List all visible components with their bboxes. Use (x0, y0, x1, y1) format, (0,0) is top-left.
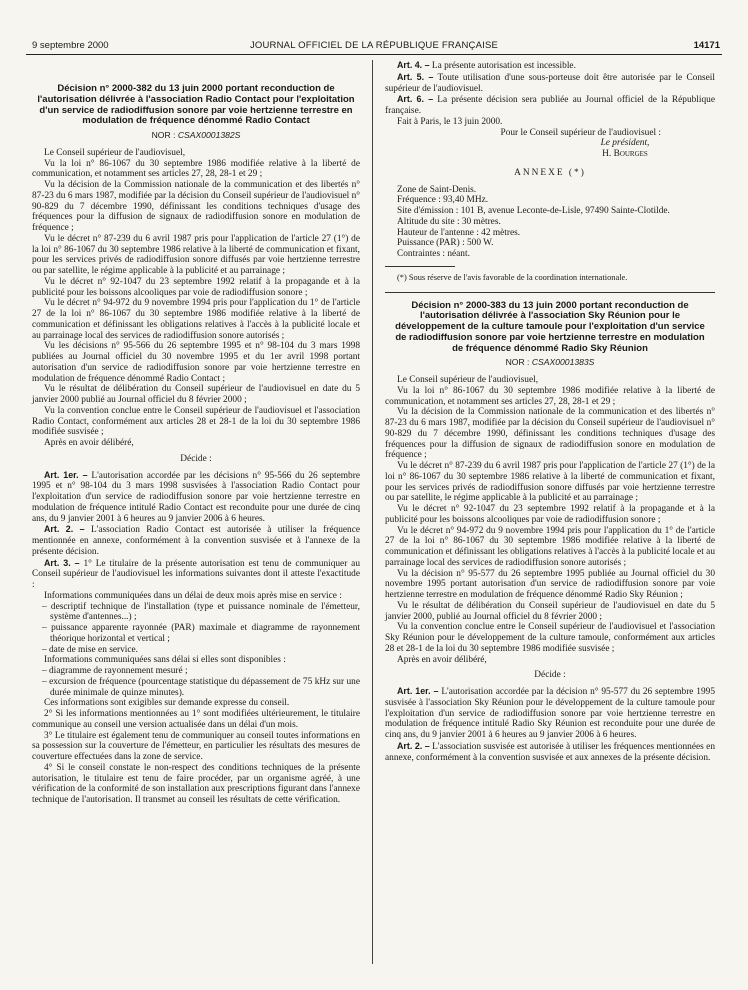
paragraph: Informations communiquées sans délai si elles sont disponibles : (44, 655, 286, 666)
nor-label: NOR : (505, 357, 530, 368)
page-header (26, 40, 722, 55)
paragraph: Vu le décret n° 92-1047 du 23 septembre 1992 relatif à la propagande et à la publicité pour les boissons alcooliques par voie de radiodiffusion sonore ; (32, 276, 360, 298)
annexe-title: ANNEXE (*) (514, 167, 586, 178)
decision-1-title: Décision n° 2000-382 du 13 juin 2000 portant reconduction de l'autorisation délivrée à l'association Radio Contact pour l'exploitation d'un service de radiodiffusion sonore par voie hertzienne terrestre en modulation de fréquence dénommé Radio Contact (37, 83, 355, 127)
paragraph: Le Conseil supérieur de l'audiovisuel, (397, 375, 539, 386)
article-text: La présente décision sera publiée au Journal officiel de la République française. (385, 95, 715, 116)
article-text: L'autorisation accordée par les décisions n° 95-566 du 26 septembre 1995 et n° 98-104 du 3 mars 1998 susvisées à l'association Radio Contact pour l'exploitation d'un service de radiodiffusion sonore par voie hertzienne terrestre en modulation de fréquence intitulé Radio Contact est reconduite pour une durée de cinq ans, du 9 janvier 2001 à 6 heures au 9 janvier 2006 à 6 heures. (32, 470, 360, 524)
annexe-line: Hauteur de l'antenne : 42 mètres. (397, 227, 521, 238)
done-at: Fait à Paris, le 13 juin 2000. (397, 116, 503, 127)
article-2 (32, 524, 360, 557)
paragraph: Vu le décret n° 87-239 du 6 avril 1987 pris pour l'application de l'article 27 (1°) de la loi n° 86-1067 du 30 septembre 1986 relative à la liberté de communication et fixant, pour les services privés de radiodiffusion sonore diffusés par voie hertzienne terrestre ou par satellite, le régime applicable à la publicité et au parrainage ; (385, 461, 715, 504)
paragraph: Vu la loi n° 86-1067 du 30 septembre 1986 modifiée relative à la liberté de communication, et notamment ses articles 27, 28, 28-1 et 29 ; (385, 385, 715, 407)
paragraph: 2° Si les informations mentionnées au 1° sont modifiées ultérieurement, le titulaire communique au conseil une version actualisée dans un délai d'un mois. (32, 709, 360, 730)
decide-heading: Décide : (180, 453, 212, 464)
article-6 (385, 94, 715, 117)
paragraph: Vu la loi n° 86-1067 du 30 septembre 1986 modifiée relative à la liberté de communication, et notamment ses articles 27, 28, 28-1 et 29 ; (32, 158, 360, 180)
annexe-line: Contraintes : néant. (397, 249, 470, 259)
paragraph: 3° Le titulaire est également tenu de communiquer au conseil toutes informations en sa possession sur la couverture de l'émetteur, en particulier les résultats des mesures de couverture effectuées dans la zone de service. (32, 730, 360, 763)
article-label: Art. 6. – (397, 94, 434, 105)
signature-role: Le président, (600, 138, 650, 149)
article-text: 1° Le titulaire de la présente autorisation est tenu de communiquer au Conseil supérieur de l'audiovisuel les informations suivantes dont il atteste l'exactitude : (32, 558, 360, 591)
footnote: (*) Sous réserve de l'avis favorable de la coordination internationale. (397, 272, 628, 282)
article-label: Art. 3. – (44, 557, 80, 568)
article-text: La présente autorisation est incessible. (431, 61, 576, 71)
header-journal-title: JOURNAL OFFICIEL DE LA RÉPUBLIQUE FRANÇAISE (249, 40, 499, 51)
nor-code: CSAX0001382S (177, 130, 241, 141)
footnote-rule (385, 266, 455, 267)
signature-for: Pour le Conseil supérieur de l'audiovisuel : (500, 127, 661, 138)
paragraph: Informations communiquées dans un délai de deux mois après mise en service : (44, 590, 342, 601)
decision-1-nor (32, 130, 360, 141)
list-item: – descriptif technique de l'installation (type et puissance nominale de l'émetteur, système d'antennes...) ; (42, 601, 360, 623)
paragraph: Après en avoir délibéré, (44, 438, 134, 449)
left-column (32, 84, 360, 806)
paragraph: Vu les décisions n° 95-566 du 26 septembre 1995 et n° 98-104 du 3 mars 1998 publiées au Journal officiel du 30 novembre 1995 et du 1er avril 1998 portant autorisation d'un service de radiodiffusion sonore par voie hertzienne terrestre en modulation de fréquence dénommé Radio Contact ; (32, 341, 360, 384)
paragraph: Vu la décision n° 95-577 du 26 septembre 1995 publiée au Journal officiel du 30 novembre 1995 portant autorisation d'un service de radiodiffusion sonore par voie hertzienne terrestre en modulation de fréquence dénommé Radio Sky Réunion ; (385, 568, 715, 601)
paragraph: 4° Si le conseil constate le non-respect des conditions techniques de la présente autorisation, le titulaire est tenu de faire procéder, par un organisme agréé, à une vérification de la conformité de son installation aux prescriptions figurant dans l'annexe technique de l'autorisation. Il transmet au conseil les résultats de cette vérification. (32, 762, 360, 806)
article-label: Art. 5. – (397, 71, 434, 82)
paragraph: Vu la décision de la Commission nationale de la communication et des libertés n° 87-23 du 6 mars 1987, modifiée par la décision du Conseil supérieur de l'audiovisuel n° 90-829 du 7 décembre 1990, définissant les conditions techniques d'usage des fréquences pour la diffusion de signaux de radiodiffusion sonore en modulation de fréquence ; (385, 407, 715, 461)
decide-heading: Décide : (534, 670, 566, 681)
column-divider (372, 60, 373, 964)
article-1 (32, 470, 360, 525)
article-4 (385, 60, 715, 72)
list-item: – diagramme de rayonnement mesuré ; (42, 666, 188, 677)
header-page-number: 14171 (693, 40, 720, 51)
article-label: Art. 2. – (44, 524, 85, 535)
article-text: Toute utilisation d'une sous-porteuse doit être autorisée par le Conseil supérieur de l'audiovisuel. (385, 72, 715, 94)
decision-separator (385, 292, 715, 293)
paragraph: Vu le décret n° 94-972 du 9 novembre 1994 pris pour l'application du 1° de l'article 27 de la loi n° 86-1067 du 30 septembre 1986 modifiée relative à la liberté de communication et définissant les obligations relatives à l'accès à la publicité locale et au parrainage local des services de radiodiffusion sonore autorisés ; (385, 525, 715, 568)
article-label: Art. 1er. – (397, 686, 439, 697)
article-label: Art. 2. – (397, 740, 430, 751)
header-date: 9 septembre 2000 (32, 40, 109, 51)
right-column (385, 60, 715, 763)
paragraph: Après en avoir délibéré, (397, 654, 487, 665)
nor-code: CSAX0001383S (531, 357, 595, 368)
annexe-line: Zone de Saint-Denis. (397, 184, 477, 195)
paragraph: Vu le résultat de délibération du Conseil supérieur de l'audiovisuel en date du 5 janvier 2000, publié au Journal officiel du 8 février 2000 ; (385, 600, 715, 622)
list-item: – puissance apparente rayonnée (PAR) maximale et diagramme de rayonnement théorique horizontal et vertical ; (42, 623, 360, 644)
annexe-line: Site d'émission : 101 B, avenue Leconte-de-Lisle, 97490 Sainte-Clotilde. (397, 206, 670, 216)
nor-label: NOR : (151, 130, 176, 141)
annexe-line: Puissance (PAR) : 500 W. (397, 238, 494, 249)
paragraph: Vu le décret n° 92-1047 du 23 septembre 1992 relatif à la propagande et à la publicité pour les boissons alcooliques par voie de radiodiffusion sonore ; (385, 504, 715, 525)
article-text: L'autorisation accordée par la décision n° 95-577 du 26 septembre 1995 susvisée à l'association Sky Réunion pour le développement de la culture tamoule pour l'exploitation d'un service de radiodiffusion sonore par voie hertzienne terrestre en modulation de fréquence intitulé Radio Sky Réunion est reconduite pour une durée de cinq ans, du 9 janvier 2001 à 6 heures au 9 janvier 2006 à 6 heures. (385, 687, 715, 741)
article-text: L'association Radio Contact est autorisée à utiliser la fréquence mentionnée en annexe, conformément à la convention susvisée et à l'annexe de la présente décision. (32, 525, 360, 557)
annexe-line: Altitude du site : 30 mètres. (397, 216, 501, 227)
paragraph: Vu la convention conclue entre le Conseil supérieur de l'audiovisuel et l'association Radio Contact, conformément aux articles 28 et 28-1 de la loi du 30 septembre 1986 modifiée susvisée ; (32, 405, 360, 438)
paragraph: Vu la décision de la Commission nationale de la communication et des libertés n° 87-23 du 6 mars 1987, modifiée par la décision du Conseil supérieur de l'audiovisuel n° 90-829 du 7 décembre 1990, définissant les conditions techniques d'usage des fréquences pour la diffusion de signaux de radiodiffusion sonore en modulation de fréquence ; (32, 180, 360, 234)
paragraph: Vu la convention conclue entre le Conseil supérieur de l'audiovisuel et l'association Sky Réunion pour le développement de la culture tamoule, conformément aux articles 28 et 28-1 de la loi du 30 septembre 1986 modifiée susvisée ; (385, 622, 715, 654)
article-2 (385, 741, 715, 764)
paragraph: Le Conseil supérieur de l'audiovisuel, (44, 147, 186, 158)
decision-2-title: Décision n° 2000-383 du 13 juin 2000 portant reconduction de l'autorisation délivrée à l'association Sky Réunion pour le développement de la culture tamoule pour l'exploitation d'un service de radiodiffusion sonore par voie hertzienne terrestre en modulation de fréquence dénommé Radio Sky Réunion (395, 299, 705, 354)
article-5 (385, 72, 715, 95)
article-label: Art. 1er. – (44, 469, 88, 480)
paragraph: Vu le résultat de délibération du Conseil supérieur de l'audiovisuel en date du 5 janvier 2000 publié au Journal officiel du 8 février 2000 ; (32, 384, 360, 406)
article-text: L'association susvisée est autorisée à utiliser les fréquences mentionnées en annexe, conformément à la convention susvisée et aux annexes de la présente décision. (385, 741, 715, 763)
paragraph: Vu le décret n° 87-239 du 6 avril 1987 pris pour l'application de l'article 27 (1°) de la loi n° 86-1067 du 30 septembre 1986 relative à la liberté de communication et fixant, pour les services privés de radiodiffusion sonore diffusés par voie hertzienne terrestre ou par satellite, le régime applicable à la publicité et au parrainage ; (32, 233, 360, 277)
article-3 (32, 558, 360, 591)
signature-name: H. Bourges (602, 149, 648, 159)
paragraph: Ces informations sont exigibles sur demande expresse du conseil. (44, 698, 290, 709)
annexe-line: Fréquence : 93,40 MHz. (397, 195, 489, 206)
list-item: – excursion de fréquence (pourcentage statistique du dépassement de 75 kHz sur une durée minimale de quinze minutes). (42, 676, 360, 698)
paragraph: Vu le décret n° 94-972 du 9 novembre 1994 pris pour l'application du 1° de l'article 27 de la loi n° 86-1067 du 30 septembre 1986 modifiée relative à la liberté de communication et définissant les obligations relatives à l'accès à la publicité locale et au parrainage local des services de radiodiffusion sonore autorisés ; (32, 298, 360, 341)
list-item: – date de mise en service. (42, 644, 138, 655)
decision-2-nor (385, 357, 715, 368)
article-1 (385, 686, 715, 741)
article-label: Art. 4. – (397, 60, 430, 70)
